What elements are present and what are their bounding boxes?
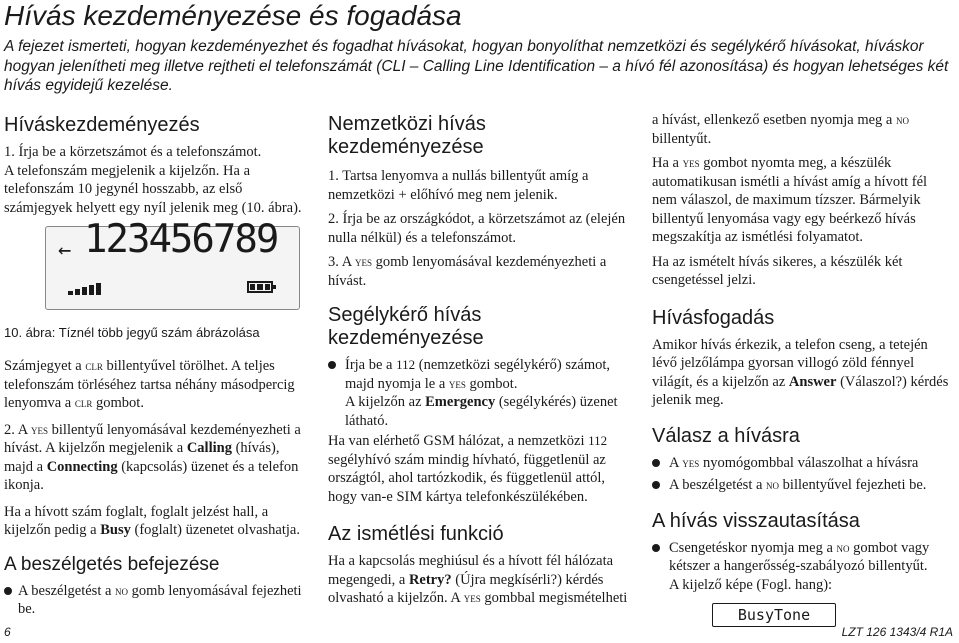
calling-message: Calling (186, 440, 232, 456)
step-2-paragraph: 2. A yes billentyű lenyomásával kezdeményezheti a hívást. A kijelzőn megjelenik a Calling (hívás), majd a Connecting (kapcsolás) üzenet és a telefon ikonja. (4, 421, 301, 493)
gsm-paragraph: Ha van elérhető GSM hálózat, a nemzetközi 112 segélyhívó szám mindig hívható, függetlenül az országtól, ahol tartózkodik, és függetlenül attól, hogy van-e SIM kártya telefonkészülékében. (328, 433, 608, 505)
redial-success: Ha az ismételt hívás sikeres, a készülék két csengetéssel jelzi. (652, 253, 903, 288)
document-code: LZT 126 1343/4 R1A (841, 625, 953, 639)
lcd-digits: 123456789 (84, 217, 278, 262)
reject-bullet: Csengetéskor nyomja meg a no gombot vagy kétszer a hangerősség-szabályozó billentyűt. A kijelző képe (Fogl. hang): (652, 539, 954, 595)
step-1-detail: A telefonszám megjelenik a kijelzőn. Ha a telefonszám 10 jegynél hosszabb, az első számjegyek helyett egy nyíl jelenik meg (10. ábra). (4, 162, 302, 216)
yes-key-label: yes (463, 590, 481, 605)
end-call-bullet: A beszélgetést a no gomb lenyomásával fejezheti be. (4, 582, 310, 619)
yes-key-label: yes (31, 421, 49, 437)
yes-key-label: yes (448, 375, 466, 391)
heading-redial: Az ismétlési funkció (328, 523, 504, 545)
no-key-label: no (896, 112, 909, 127)
page-number: 6 (4, 625, 11, 639)
no-key-label: no (766, 477, 780, 492)
clr-key-label: clr (85, 358, 103, 373)
clr-key-label-2: clr (74, 395, 93, 410)
intl-step-1: 1. Tartsa lenyomva a nullás billentyűt amíg a nemzetközi + előhívó meg nem jelenik. (328, 168, 589, 203)
no-key-label: no (115, 582, 129, 598)
column-1 (4, 113, 310, 619)
answer-bullet-2: A beszélgetést a no billentyűvel fejezheti be. (652, 476, 954, 495)
heading-reject-call: A hívás visszautasítása (652, 509, 860, 532)
redial-paragraph: Ha a kapcsolás meghiúsul és a hívott fél hálózata megengedi, a Retry? (Újra megkísérli?) kérdés olvasható a kijelzőn. A yes gombbal megismételheti (328, 553, 628, 606)
emergency-bullet: Írja be a 112 (nemzetközi segélykérő) számot, majd nyomja le a yes gombot. A kijelzőn az Emergency (segélykérés) üzenet látható. (328, 356, 628, 430)
battery-icon (247, 281, 273, 293)
yes-key-label: yes (355, 254, 373, 269)
step-1-text: 1. Írja be a körzetszámot és a telefonszámot. (4, 144, 262, 160)
lcd-display-figure (45, 217, 300, 310)
heading-call-initiation: Híváskezdeményezés (4, 114, 200, 136)
emergency-message: Emergency (425, 394, 496, 410)
emergency-number: 112 (588, 433, 608, 448)
yes-key-label: yes (682, 155, 700, 170)
intl-step-2: 2. Írja be az országkódot, a körzetszámot az (elején nulla nélkül) és a telefonszámot. (328, 211, 626, 246)
heading-answer-call: Válasz a hívásra (652, 424, 800, 447)
busy-message: Busy (100, 522, 131, 538)
retry-message: Retry? (408, 571, 452, 588)
answer-message: Answer (788, 373, 837, 390)
left-arrow-icon: ← (58, 238, 72, 263)
yes-key-label: yes (682, 454, 700, 470)
heading-end-call: A beszélgetés befejezése (4, 553, 220, 575)
busytone-lcd-display: BusyTone (712, 603, 836, 627)
no-key-label: no (836, 539, 850, 555)
busy-paragraph: Ha a hívott szám foglalt, foglalt jelzést hall, a kijelzőn pedig a Busy (foglalt) üzenetet olvashatja. (4, 503, 300, 538)
signal-strength-icon (68, 281, 108, 295)
page-title: Hívás kezdeményezése és fogadása (4, 0, 462, 31)
heading-international-call: Nemzetközi hívás kezdeményezése (328, 113, 486, 158)
redial-continued: a hívást, ellenkező esetben nyomja meg a no billentyűt. (652, 112, 909, 147)
heading-receive-call: Hívásfogadás (652, 306, 775, 329)
column-2 (328, 113, 628, 608)
intl-step-3: 3. A yes gomb lenyomásával kezdeményezheti a hívást. (328, 254, 607, 289)
emergency-number: 112 (396, 357, 416, 372)
clr-paragraph: Számjegyet a clr billentyűvel törölhet. A teljes telefonszám törléséhez tartsa néhány másodpercig lenyomva a clr gombot. (4, 358, 295, 411)
figure-caption: 10. ábra: Tíznél több jegyű szám ábrázolása (4, 325, 260, 340)
receive-paragraph: Amikor hívás érkezik, a telefon cseng, a tetején lévő jelzőlámpa gyorsan villogó zöld fénnyel világít, és a kijelzőn az Answer (Válaszol?) kérdés jelenik meg. (652, 336, 949, 408)
connecting-message: Connecting (46, 458, 118, 475)
auto-redial-paragraph: Ha a yes gombot nyomta meg, a készülék automatikusan ismétli a hívást amíg a hívott fél nem válaszol, de maximum tízszer. Bármelyik billentyű lenyomása vagy egy beérkező hívás megszakítja az ismétlési folyamatot. (652, 155, 928, 245)
column-3 (652, 111, 954, 627)
heading-emergency-call: Segélykérő hívás kezdeményezése (328, 304, 484, 349)
intro-paragraph: A fejezet ismerteti, hogyan kezdeményezhet és fogadhat hívásokat, hogyan bonyolíthat nemzetközi és segélykérő hívásokat, híváskor hogyan jelenítheti meg illetve rejtheti el telefonszámát (CLI – Calling Line Identification – a hívó fél azonosítása) és hogyan lehetséges két hívás egyidejű kezelése. (4, 38, 949, 94)
answer-bullet-1: A yes nyomógombbal válaszolhat a hívásra (652, 454, 954, 473)
